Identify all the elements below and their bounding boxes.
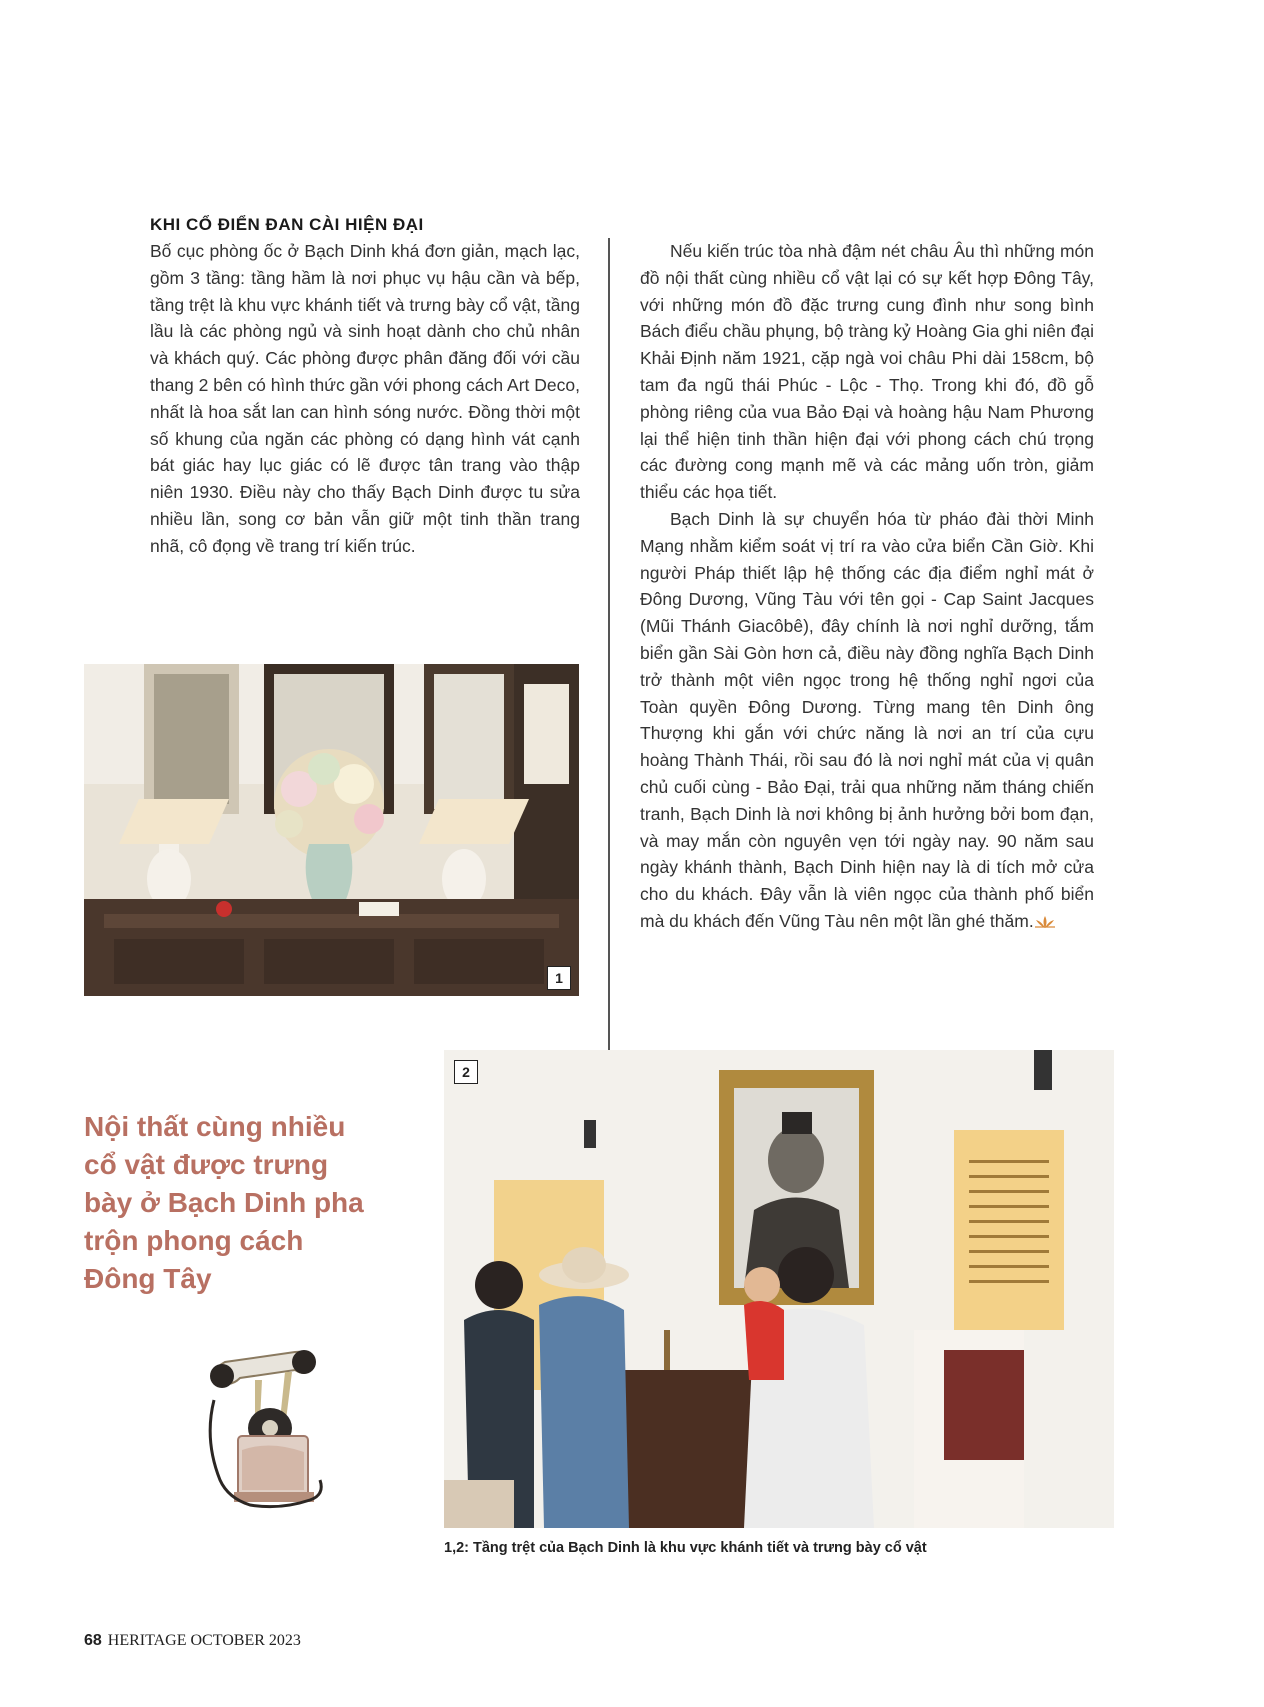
left-paragraph: Bố cục phòng ốc ở Bạch Dinh khá đơn giản, mạch lạc, gồm 3 tầng: tầng hầm là nơi phục vụ hậu cần và bếp, tầng trệt là khu vực khánh tiết và trưng bày cổ vật, tầng lầu là các phòng ngủ và sinh hoạt dành cho chủ nhân và khách quý. Các phòng được phân đăng đối với cầu thang 2 bên có hình thức gần với phong cách Art Deco, nhất là hoa sắt lan can hình sóng nước. Đồng thời một số khung của ngăn các phòng có dạng hình vát cạnh bát giác hay lục giác có lẽ được tân trang vào thập niên 1930. Điều này cho thấy Bạch Dinh được tu sửa nhiều lần, song cơ bản vẫn giữ một tinh thần trang nhã, cô đọng về trang trí kiến trúc. (150, 241, 580, 556)
right-paragraph-2 (640, 506, 1094, 935)
right-paragraph-1: Nếu kiến trúc tòa nhà đậm nét châu Âu thì những món đồ nội thất cùng nhiều cổ vật lại có sự kết hợp Đông Tây, với những món đồ đặc trưng cung đình như song bình Bách điểu chầu phụng, bộ tràng kỷ Hoàng Gia ghi niên đại Khải Định năm 1921, cặp ngà voi châu Phi dài 158cm, bộ tam đa ngũ thái Phúc - Lộc - Thọ. Trong khi đó, đồ gỗ phòng riêng của vua Bảo Đại và hoàng hậu Nam Phương lại thể hiện tinh thần hiện đại với phong cách chú trọng các đường cong mạnh mẽ và các mảng uốn tròn, giảm thiểu các họa tiết. (640, 241, 1094, 503)
photo2-badge: 2 (454, 1060, 478, 1084)
left-column (150, 238, 580, 560)
photo-visitors-portrait (444, 1050, 1114, 1528)
right-paragraph-2-text: Bạch Dinh là sự chuyển hóa từ pháo đài thời Minh Mạng nhằm kiểm soát vị trí ra vào cửa biển Cần Giờ. Khi người Pháp thiết lập hệ thống các địa điểm nghỉ mát ở Đông Dương, Vũng Tàu với tên gọi - Cap Saint Jacques (Mũi Thánh Giacôbê), đây chính là nơi nghỉ dưỡng, tắm biển gần Sài Gòn hơn cả, điều này đồng nghĩa Bạch Dinh trở thành một viên ngọc trong hệ thống nghỉ ngơi của Toàn quyền Đông Dương. Từng mang tên Dinh ông Thượng khi gắn với chức năng là nơi an trí của cựu hoàng Thành Thái, rồi sau đó là nơi nghỉ mát của vị quân chủ cuối cùng - Bảo Đại, trải qua những năm tháng chiến tranh, Bạch Dinh là nơi không bị ảnh hưởng bởi bom đạn, và may mắn còn nguyên vẹn tới ngày nay. 90 năm sau ngày khánh thành, Bạch Dinh hiện nay là di tích mở cửa cho du khách. Đây vẫn là viên ngọc của thành phố biển mà du khách đến Vũng Tàu nên một lần ghé thăm. (640, 508, 1094, 931)
lotus-icon (1034, 915, 1056, 929)
photo-caption: 1,2: Tầng trệt của Bạch Dinh là khu vực khánh tiết và trưng bày cổ vật (444, 1540, 927, 1556)
photo1-badge: 1 (547, 966, 571, 990)
antique-telephone-image (200, 1340, 350, 1516)
magazine-issue: HERITAGE OCTOBER 2023 (107, 1632, 301, 1649)
page-footer (84, 1632, 301, 1650)
page-number: 68 (84, 1632, 102, 1649)
photo-interior-cabinet (84, 664, 579, 996)
pull-quote: Nội thất cùng nhiều cổ vật được trưng bày ở Bạch Dinh pha trộn phong cách Đông Tây (84, 1111, 364, 1294)
column-divider (608, 238, 610, 1050)
section-heading: KHI CỔ ĐIỂN ĐAN CÀI HIỆN ĐẠI (150, 215, 424, 234)
right-column (640, 238, 1094, 935)
